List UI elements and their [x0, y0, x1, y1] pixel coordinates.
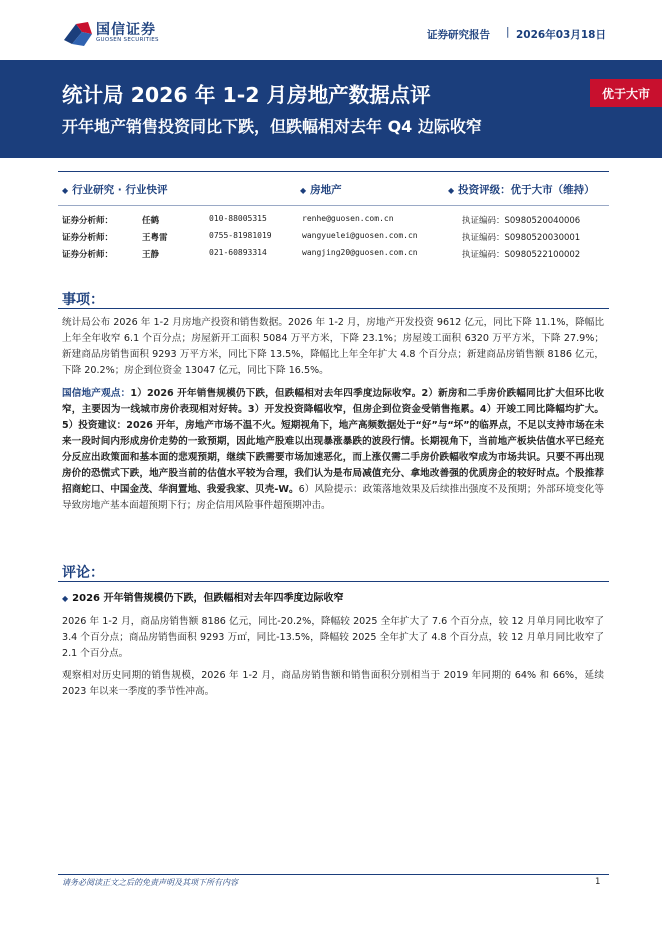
title-banner	[0, 60, 662, 158]
analyst-role: 证券分析师：	[62, 216, 114, 226]
diamond-icon: ◆	[62, 186, 69, 195]
comment-paragraph-2: 观察相对历史同期的销售规模，2026 年 1-2 月，商品房销售额和销售面积分别相当于 2019 年同期的 64% 和 66%，延续 2023 年以来一季度的季节性冲高。	[62, 670, 604, 697]
sector-label	[300, 182, 342, 197]
comment-paragraph-1: 2026 年 1-2 月，商品房销售额 8186 亿元，同比-20.2%，降幅较 2025 全年扩大了 7.6 个百分点，较 12 月单月同比收窄了 3.4 个百分点；商品房销售面积 9293 万㎡，同比-13.5%，降幅较 2025 全年扩大了 4.8 个百分点，较 12 月单月同比收窄了 2.1 个百分点。	[62, 616, 604, 659]
header-separator: |	[506, 26, 510, 38]
analyst-phone: 010-88005315	[209, 214, 267, 223]
diamond-icon: ◆	[300, 186, 307, 195]
event-heading: 事项：	[62, 292, 104, 308]
analyst-cert: 执证编码：S0980522100002	[462, 250, 581, 260]
comment-heading: 评论：	[62, 565, 104, 581]
analyst-email[interactable]: renhe@guosen.com.cn	[302, 214, 394, 223]
analyst-role: 证券分析师：	[62, 250, 114, 260]
category-label	[62, 182, 167, 197]
event-divider	[58, 308, 609, 309]
analyst-name: 任鹤	[142, 216, 160, 226]
category-text: 行业研究 · 行业快评	[72, 184, 168, 196]
diamond-icon: ◆	[62, 594, 69, 603]
page-number: 1	[595, 877, 601, 887]
footer-divider	[58, 874, 609, 875]
sector-text: 房地产	[310, 184, 342, 196]
analyst-cert: 执证编码：S0980520030001	[462, 233, 581, 243]
report-subtitle: 开年地产销售投资同比下跌，但跌幅相对去年 Q4 边际收窄	[62, 117, 482, 136]
report-date: 2026年03月18日	[516, 29, 606, 41]
analyst-phone: 021-60893314	[209, 248, 267, 257]
view-label: 国信地产观点：	[62, 388, 131, 399]
analyst-email[interactable]: wangyuelei@guosen.com.cn	[302, 231, 418, 240]
diamond-icon: ◆	[448, 186, 455, 195]
analyst-name: 王粤雷	[142, 233, 168, 243]
logo-text-cn: 国信证券	[96, 22, 156, 38]
analyst-name: 王静	[142, 250, 160, 260]
comment-divider	[58, 581, 609, 582]
investment-rating	[448, 182, 595, 197]
investment-rating-text: 投资评级：优于大市（维持）	[458, 184, 595, 196]
view-bold-text: 1）2026 开年销售规模仍下跌，但跌幅相对去年四季度边际收窄。2）新房和二手房价跌幅同比扩大但环比收窄，主要因为一线城市房价表现相对好转。3）开发投资降幅收窄，但房企到位资金受销售拖累。4）开竣工同比降幅均扩大。5）投资建议：2026 开年，房地产市场不温不火。短期视角下，地产高频数据处于“好”与“坏”的临界点，不足以支持市场在未来一段时间内形成房价走势的一致预期，因此地产股难以出现暴涨暴跌的波段行情。长期视角下，当前地产板块估值水平已经充分反应出政策面和基本面的悲观预期，继续下跌需要市场加速恶化，而上涨仅需二手房价跌幅收窄成为市场共识。只要不再出现房价的恐慌式下跌，地产股当前的估值水平较为合理，我们认为是布局减值充分、拿地改善强的优质房企的较好时点。个股推荐招商蛇口、中国金茂、华润置地、我爱我家、贝壳-W。	[62, 388, 604, 495]
analyst-role: 证券分析师：	[62, 233, 114, 243]
risk-text: 6）风险提示：政策落地效果及后续推出强度不及预期；外部环境变化等导致房地产基本面超预期下行；房企信用风险事件超预期冲击。	[62, 484, 604, 511]
comment-subheading	[62, 589, 343, 604]
report-title: 统计局 2026 年 1-2 月房地产数据点评	[62, 83, 431, 107]
rating-badge: 优于大市	[590, 79, 662, 107]
guosen-logo-icon	[62, 18, 94, 48]
info-bottom-divider	[58, 205, 609, 206]
view-paragraph	[62, 386, 604, 514]
analyst-phone: 0755-81981019	[209, 231, 272, 240]
comment-subheading-text: 2026 开年销售规模仍下跌，但跌幅相对去年四季度边际收窄	[72, 593, 344, 604]
logo-text-en: GUOSEN SECURITIES	[96, 37, 159, 43]
info-top-divider	[58, 171, 609, 172]
event-paragraph: 统计局公布 2026 年 1-2 月房地产投资和销售数据。2026 年 1-2 月，房地产开发投资 9612 亿元，同比下降 11.1%，降幅比上年全年收窄 6.1 个百分点；房屋新开工面积 5084 万平方米，下降 23.1%；房屋竣工面积 6320 万平方米，下降 27.9%；新建商品房销售面积 9293 万平方米，同比下降 13.5%，降幅比上年全年扩大 4.8 个百分点；新建商品房销售额 8186 亿元，下降 20.2%；房企到位资金 13047 亿元，同比下降 16.5%。	[62, 317, 604, 376]
analyst-email[interactable]: wangjing20@guosen.com.cn	[302, 248, 418, 257]
report-type: 证券研究报告	[427, 29, 490, 41]
footer-disclaimer: 请务必阅读正文之后的免责声明及其项下所有内容	[62, 878, 238, 887]
analyst-cert: 执证编码：S0980520040006	[462, 216, 581, 226]
